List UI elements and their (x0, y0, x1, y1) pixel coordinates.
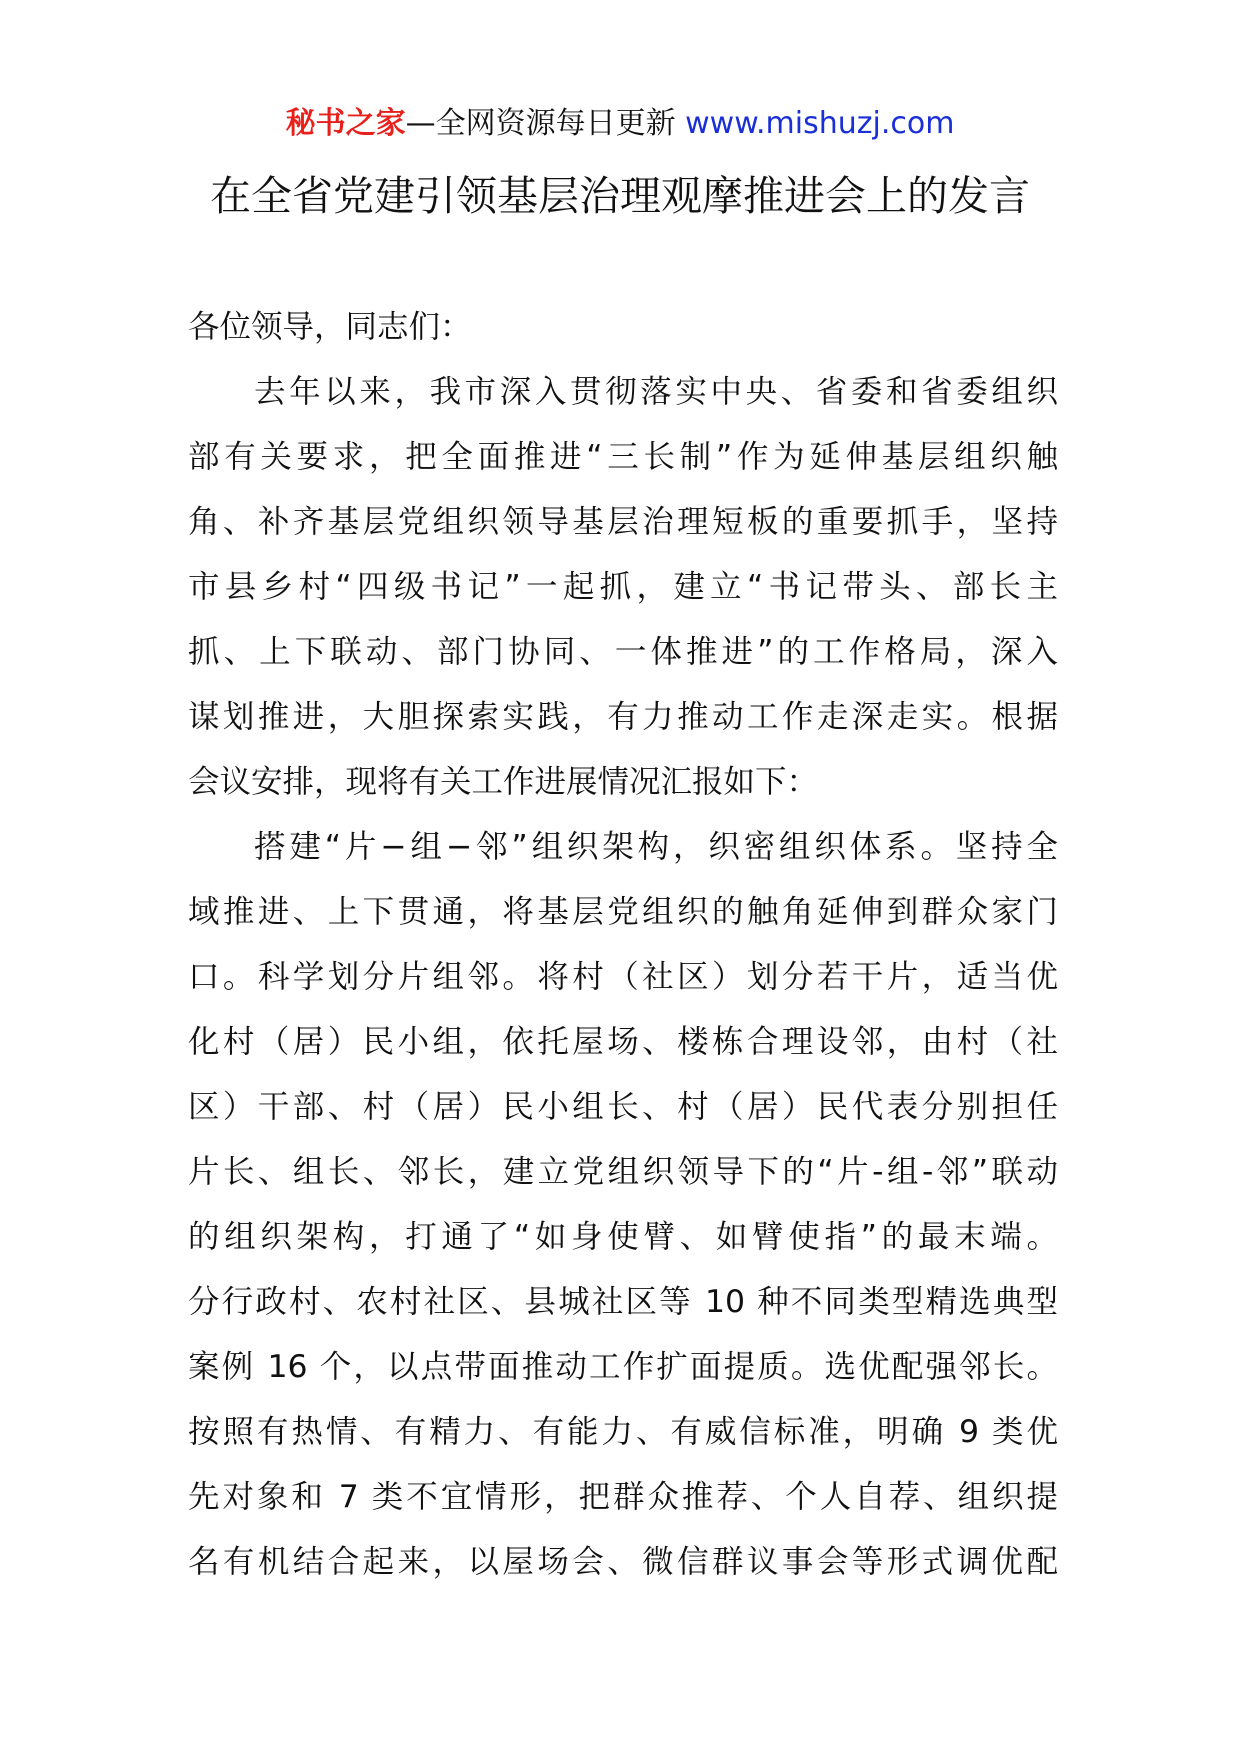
document-body (188, 295, 1058, 1595)
paragraph-line: 抓、上下联动、部门协同、一体推进”的工作格局，深入 (188, 634, 1058, 670)
paragraph-line: 按照有热情、有精力、有能力、有威信标准，明确 9 类优 (188, 1414, 1058, 1450)
paragraph-line: 角、补齐基层党组织领导基层治理短板的重要抓手，坚持 (188, 504, 1058, 540)
paragraph-line: 市县乡村“四级书记”一起抓，建立“书记带头、部长主 (188, 569, 1058, 605)
paragraph-line: 的组织架构，打通了“如身使臂、如臂使指”的最末端。 (188, 1219, 1058, 1255)
paragraph-line: 区）干部、村（居）民小组长、村（居）民代表分别担任 (188, 1089, 1058, 1125)
paragraph-line: 去年以来，我市深入贯彻落实中央、省委和省委组织 (254, 374, 1058, 410)
paragraph-line: 片长、组长、邻长，建立党组织领导下的“片-组-邻”联动 (188, 1154, 1058, 1190)
header-slogan: —全网资源每日更新 (405, 106, 676, 141)
brand-name: 秘书之家 (285, 106, 406, 141)
paragraph-line: 谋划推进，大胆探索实践，有力推动工作走深走实。根据 (188, 699, 1058, 735)
document-title: 在全省党建引领基层治理观摩推进会上的发言 (210, 172, 1030, 220)
paragraph-line: 搭建“片−组−邻”组织架构，织密组织体系。坚持全 (254, 829, 1058, 865)
paragraph-line: 部有关要求，把全面推进“三长制”作为延伸基层组织触 (188, 439, 1058, 475)
website-link[interactable]: www.mishuzj.com (685, 106, 955, 141)
paragraph-line: 会议安排，现将有关工作进展情况汇报如下： (188, 764, 819, 800)
paragraph-line: 先对象和 7 类不宜情形，把群众推荐、个人自荐、组织提 (188, 1479, 1058, 1515)
paragraph-line: 化村（居）民小组，依托屋场、楼栋合理设邻，由村（社 (188, 1024, 1058, 1060)
site-header (0, 102, 1240, 146)
paragraph-line: 案例 16 个，以点带面推动工作扩面提质。选优配强邻长。 (188, 1349, 1058, 1385)
paragraph-line: 名有机结合起来，以屋场会、微信群议事会等形式调优配 (188, 1544, 1058, 1580)
salutation: 各位领导，同志们： (188, 309, 472, 345)
paragraph-line: 分行政村、农村社区、县城社区等 10 种不同类型精选典型 (188, 1284, 1058, 1320)
paragraph-line: 域推进、上下贯通，将基层党组织的触角延伸到群众家门 (188, 894, 1058, 930)
paragraph-line: 口。科学划分片组邻。将村（社区）划分若干片，适当优 (188, 959, 1058, 995)
